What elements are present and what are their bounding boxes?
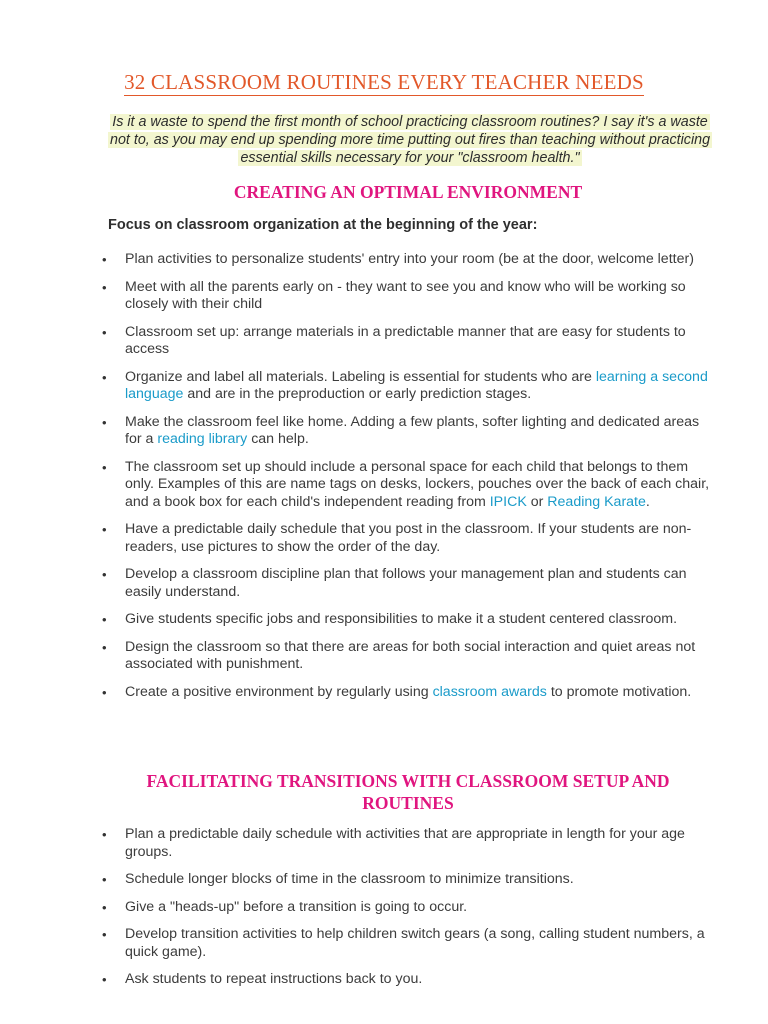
list-item: • Organize and label all materials. Labeling is essential for students who are learning a second language and are in the preproduction or early prediction stages. (102, 368, 708, 402)
bullet-icon: • (102, 279, 107, 295)
bullet-icon: • (102, 459, 107, 475)
list-item: • Develop a classroom discipline plan that follows your management plan and students can easily understand. (102, 566, 687, 600)
bullet-icon: • (102, 369, 107, 385)
bullet-icon: • (102, 899, 107, 915)
intro-paragraph (108, 113, 712, 167)
page-title: 32 CLASSROOM ROUTINES EVERY TEACHER NEEDS (124, 70, 644, 94)
environment-list (0, 251, 720, 711)
list-item: • Meet with all the parents early on - they want to see you and know who will be working so closely with their child (102, 278, 686, 312)
list-item: • Give students specific jobs and responsibilities to make it a student centered classroom. (102, 611, 678, 627)
list-item: • Schedule longer blocks of time in the classroom to minimize transitions. (102, 871, 574, 887)
list-item: • Plan a predictable daily schedule with activities that are appropriate in length for your age groups. (102, 826, 685, 860)
bullet-icon: • (102, 324, 107, 340)
focus-statement: Focus on classroom organization at the beginning of the year: (108, 217, 538, 233)
list-item: • The classroom set up should include a personal space for each child that belongs to them only. Examples of this are name tags on desks, lockers, pouches over the back of each chair, and a book box for each child's independent reading from IPICK or Reading Karate. (102, 458, 710, 510)
bullet-icon: • (102, 252, 107, 267)
bullet-icon: • (102, 827, 107, 842)
bullet-icon: • (102, 927, 107, 942)
list-item: • Give a "heads-up" before a transition is going to occur. (102, 898, 468, 915)
list-item: • Make the classroom feel like home. Adding a few plants, softer lighting and dedicated areas for a reading library can help. (102, 413, 700, 447)
section-heading-environment: CREATING AN OPTIMAL ENVIRONMENT (233, 182, 583, 202)
bullet-icon: • (102, 972, 107, 987)
list-item: • Have a predictable daily schedule that you post in the classroom. If your students are non-readers, use pictures to show the order of the day. (102, 521, 692, 555)
link-learning-second-language[interactable]: learning a second language (125, 368, 708, 402)
list-item: • Create a positive environment by regularly using classroom awards to promote motivation. (102, 683, 692, 700)
section-heading-transitions: FACILITATING TRANSITIONS WITH CLASSROOM SETUP AND ROUTINES (146, 771, 670, 813)
bullet-icon: • (102, 612, 107, 627)
bullet-icon: • (102, 684, 107, 700)
link-ipick[interactable]: IPICK (489, 493, 527, 510)
list-item: • Develop transition activities to help children switch gears (a song, calling student numbers, a quick game). (102, 926, 705, 960)
list-item: • Design the classroom so that there are areas for both social interaction and quiet areas not associated with punishment. (102, 638, 696, 672)
bullet-icon: • (102, 522, 107, 537)
intro-highlight: Is it a waste to spend the first month of school practicing classroom routines? I say it's a waste not to, as you may end up spending more time putting out fires than teaching without practicing essential skills necessary for your "classroom health." (110, 114, 711, 166)
list-item: • Classroom set up: arrange materials in a predictable manner that are easy for students to access (102, 323, 686, 357)
bullet-icon: • (102, 567, 107, 582)
bullet-icon: • (102, 872, 107, 887)
list-item: • Ask students to repeat instructions back to you. (102, 971, 423, 987)
link-reading-karate[interactable]: Reading Karate (547, 493, 646, 510)
list-item: • Plan activities to personalize students' entry into your room (be at the door, welcome letter) (102, 251, 694, 267)
bullet-icon: • (102, 414, 107, 430)
transitions-list (0, 826, 720, 999)
bullet-icon: • (102, 639, 107, 655)
link-reading-library[interactable]: reading library (157, 431, 248, 447)
link-classroom-awards[interactable]: classroom awards (432, 683, 547, 700)
